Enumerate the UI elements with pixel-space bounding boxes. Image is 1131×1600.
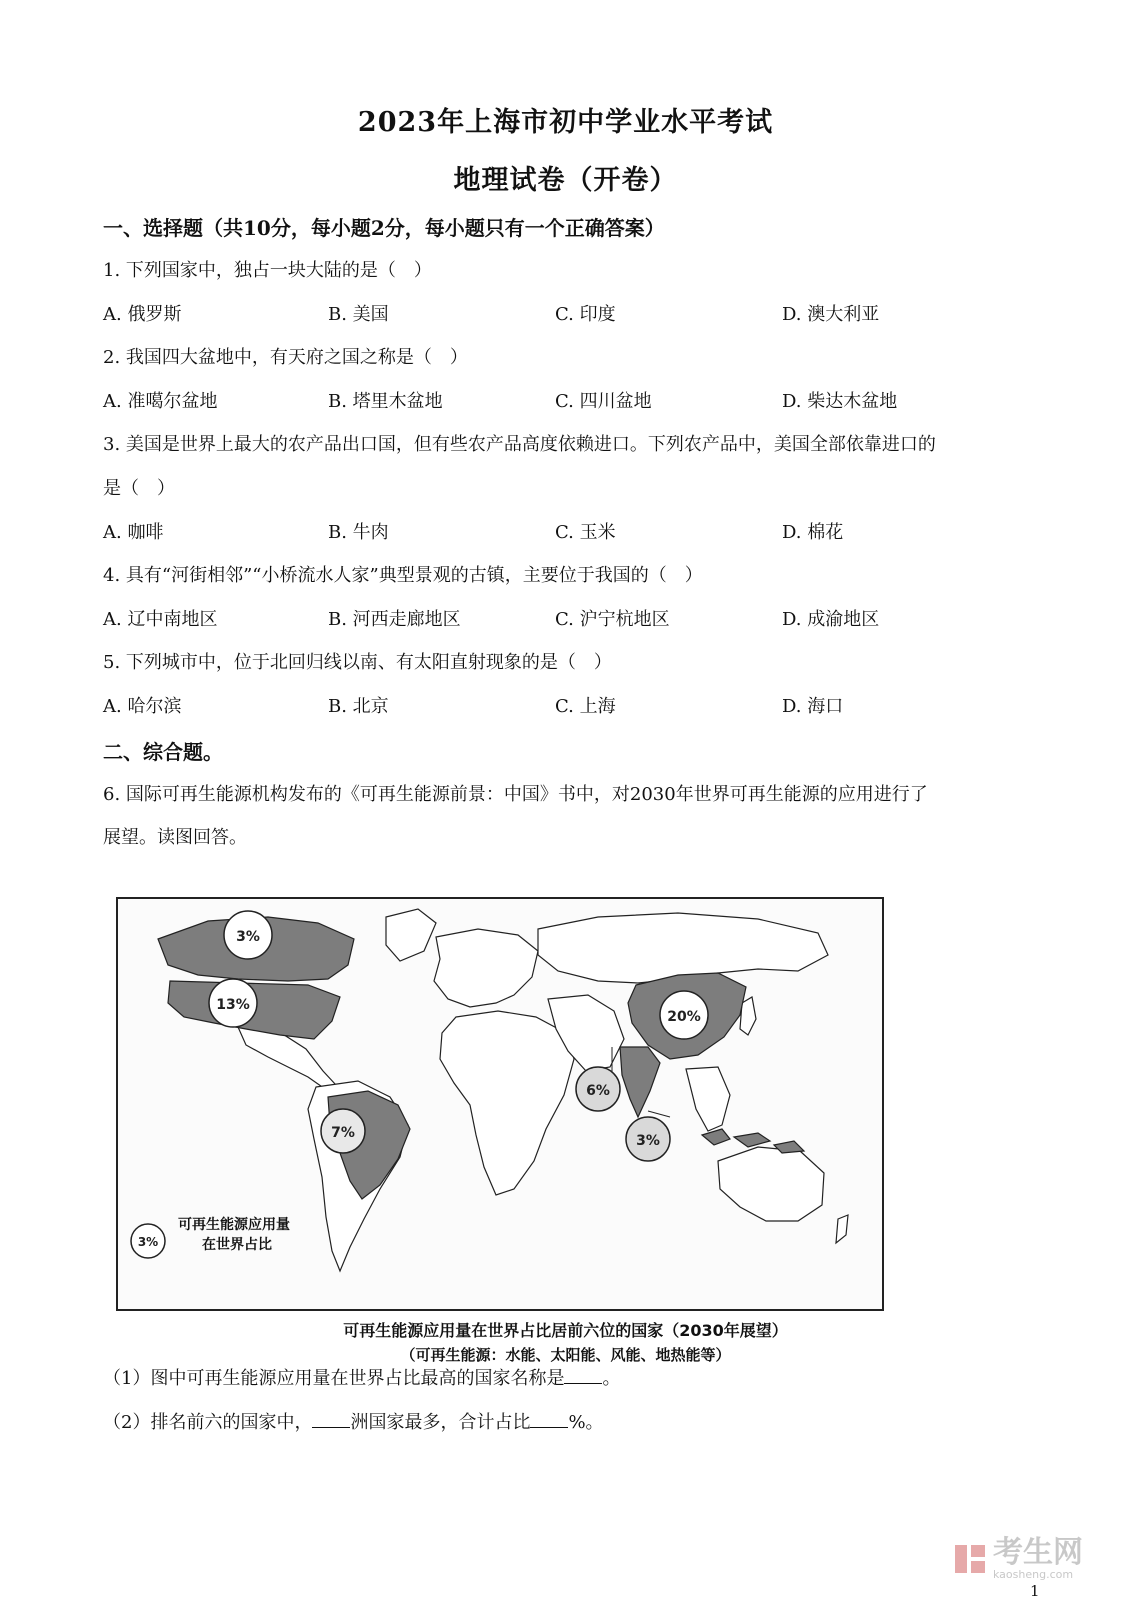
section-heading-comprehensive: 二、综合题。 (103, 740, 223, 764)
q3-option-a: A. 咖啡 (103, 522, 164, 543)
map-subcaption: （可再生能源：水能、太阳能、风能、地热能等） (400, 1346, 731, 1364)
southeast-asia-shape (686, 1067, 730, 1131)
q1-option-c: C. 印度 (555, 304, 616, 325)
q3-option-c: C. 玉米 (555, 522, 616, 543)
legend-label-line2: 在世界占比 (202, 1237, 272, 1253)
q2-option-c: C. 四川盆地 (555, 391, 652, 412)
q2-option-d: D. 柴达木盆地 (782, 391, 898, 412)
subquestion-1 (103, 1364, 620, 1390)
answer-blank-3[interactable] (530, 1411, 568, 1428)
india-percent: 6% (586, 1083, 610, 1099)
map-caption: 可再生能源应用量在世界占比居前六位的国家（2030年展望） (343, 1321, 788, 1340)
indonesia-leader-line (648, 1111, 670, 1117)
china-percent: 20% (667, 1009, 701, 1025)
australia-shape (718, 1147, 824, 1221)
question-3-cont: 是（ ） (103, 478, 175, 499)
legend-label-line1: 可再生能源应用量 (178, 1217, 290, 1233)
q5-option-b: B. 北京 (328, 696, 389, 717)
q3-option-d: D. 棉花 (782, 522, 844, 543)
question-3: 3. 美国是世界上最大的农产品出口国，但有些农产品高度依赖进口。下列农产品中，美国全部依靠进口的 (103, 434, 936, 455)
q2-option-a: A. 准噶尔盆地 (103, 391, 218, 412)
subquestion-1-end: 。 (602, 1368, 621, 1389)
exam-subtitle: 地理试卷（开卷） (453, 165, 678, 196)
q4-option-a: A. 辽中南地区 (103, 609, 218, 630)
mexico-shape (238, 1027, 336, 1091)
answer-blank-1[interactable] (564, 1367, 602, 1384)
question-2: 2. 我国四大盆地中，有天府之国之称是（ ） (103, 347, 468, 368)
subquestion-1-text: （1）图中可再生能源应用量在世界占比最高的国家名称是 (103, 1368, 565, 1389)
q4-option-c: C. 沪宁杭地区 (555, 609, 670, 630)
q1-option-a: A. 俄罗斯 (103, 304, 182, 325)
watermark (955, 1537, 1083, 1581)
subquestion-2-text-a: （2）排名前六的国家中， (103, 1412, 313, 1433)
watermark-text: 考生网 (993, 1535, 1083, 1570)
q2-option-b: B. 塔里木盆地 (328, 391, 443, 412)
subquestion-2-text-c: %。 (568, 1412, 604, 1433)
section-heading-choice: 一、选择题（共10分，每小题2分，每小题只有一个正确答案） (103, 216, 665, 240)
question-4: 4. 具有“河街相邻”“小桥流水人家”典型景观的古镇，主要位于我国的（ ） (103, 565, 703, 586)
canada-percent: 3% (236, 929, 260, 945)
usa-percent: 13% (216, 997, 250, 1013)
brazil-percent: 7% (331, 1125, 355, 1141)
subquestion-2 (103, 1408, 604, 1434)
russia-shape (538, 913, 828, 983)
q4-option-d: D. 成渝地区 (782, 609, 880, 630)
watermark-logo-icon (955, 1543, 987, 1575)
india-shape (620, 1047, 660, 1117)
q3-option-b: B. 牛肉 (328, 522, 389, 543)
q1-option-d: D. 澳大利亚 (782, 304, 880, 325)
legend-circle-label: 3% (137, 1235, 159, 1249)
subquestion-2-text-b: 洲国家最多，合计占比 (350, 1412, 531, 1433)
q5-option-d: D. 海口 (782, 696, 844, 717)
question-6-cont: 展望。读图回答。 (103, 827, 247, 848)
answer-blank-2[interactable] (312, 1411, 350, 1428)
exam-title: 2023年上海市初中学业水平考试 (357, 107, 774, 138)
question-5: 5. 下列城市中，位于北回归线以南、有太阳直射现象的是（ ） (103, 652, 612, 673)
q5-option-a: A. 哈尔滨 (103, 696, 182, 717)
indonesia-percent: 3% (636, 1133, 660, 1149)
question-1: 1. 下列国家中，独占一块大陆的是（ ） (103, 260, 432, 281)
watermark-url: kaosheng.com (993, 1568, 1074, 1581)
q1-option-b: B. 美国 (328, 304, 389, 325)
question-6: 6. 国际可再生能源机构发布的《可再生能源前景：中国》书中，对2030年世界可再生能源的应用进行了 (103, 784, 928, 805)
new-zealand-shape (836, 1215, 848, 1243)
map-legend (131, 1224, 165, 1258)
q5-option-c: C. 上海 (555, 696, 616, 717)
greenland-shape (386, 909, 436, 961)
page-number: 1 (1030, 1582, 1040, 1600)
world-map (116, 897, 884, 1311)
q4-option-b: B. 河西走廊地区 (328, 609, 461, 630)
europe-shape (434, 929, 538, 1007)
africa-shape (440, 1011, 574, 1195)
